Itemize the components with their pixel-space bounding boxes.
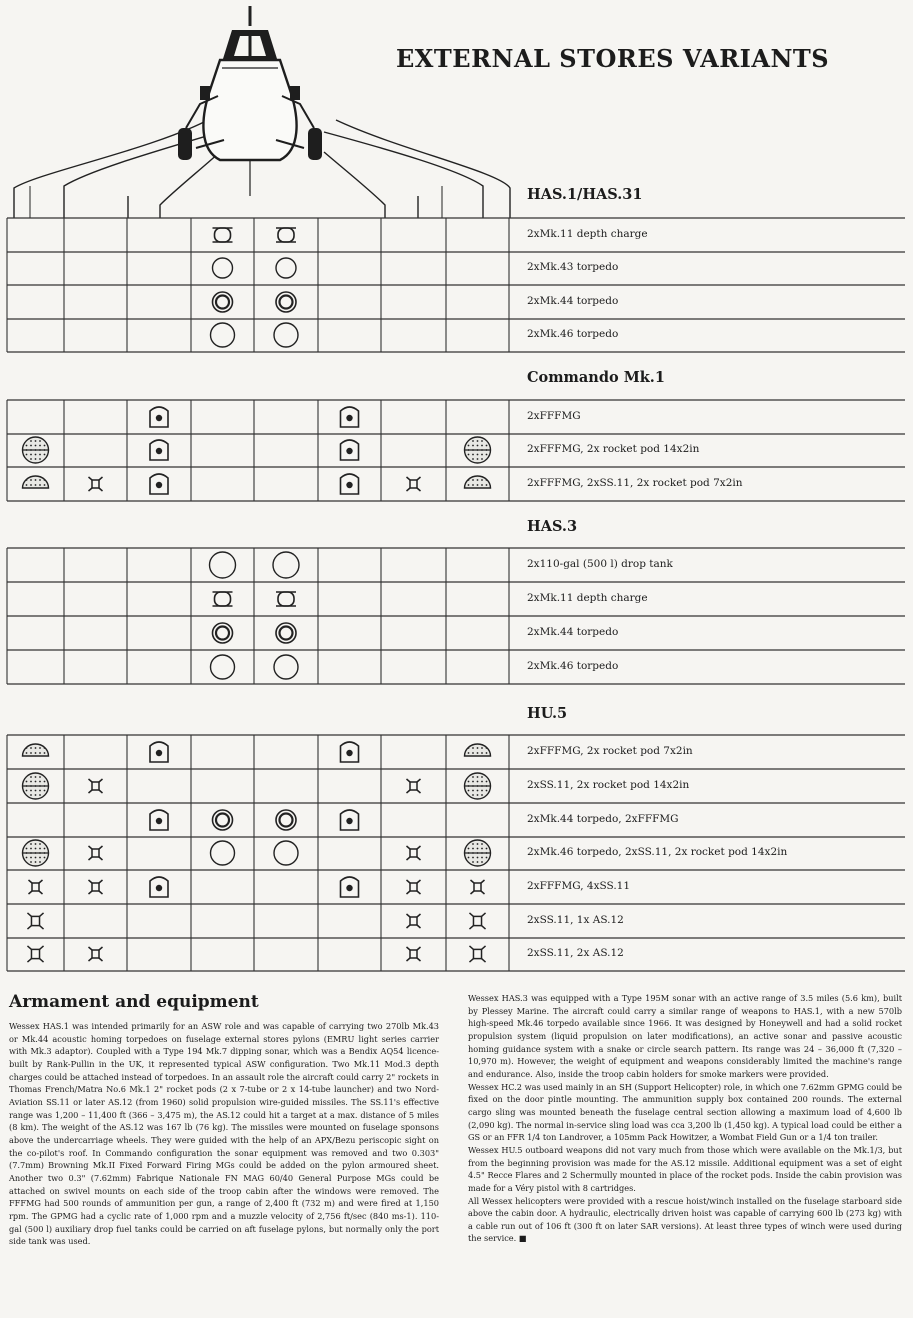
row-label: 2xFFFMG, 2x rocket pod 7x2in — [527, 745, 693, 757]
ss11-missile-icon — [407, 914, 421, 928]
torpedo-mk44-icon — [213, 623, 233, 643]
torpedo-mk46-icon — [274, 655, 298, 679]
machine-gun-icon — [150, 877, 168, 897]
torpedo-mk44-icon — [276, 810, 296, 830]
row-label: 2xSS.11, 2x AS.12 — [527, 947, 624, 959]
machine-gun-icon — [150, 742, 168, 762]
rocket-pod-7-icon — [465, 744, 491, 756]
machine-gun-icon — [341, 407, 359, 427]
paragraph: Wessex HC.2 was used mainly in an SH (Support Helicopter) role, in which one 7.62mm GPMG could be fixed on the door pintle mounting. The ammunition supply box contained 200 rounds. The external cargo sling was mounted beneath the fuselage central section allowing a maximum load of 4,600 lb (2,090 kg). The normal in-service sling load was cca 3,200 lb (1,450 kg). A typical load could be either a GS or an FFR 1/4 ton Landrover, a 105mm Pack Howitzer, a Wombat Field Gun or a 1/4 ton trailer. — [468, 1081, 902, 1143]
depth-charge-icon — [213, 592, 233, 606]
paragraph: Wessex HU.5 outboard weapons did not vary much from those which were available on the Mk.1/3, but from the beginning provision was made for the AS.12 missile. Additional equipment was a set of eight 4.5" Recce Flares and 2 Schermully mounted in place of the rocket pods. Inside the cabin provision was made for a Véry pistol with 8 cartridges. — [468, 1144, 902, 1193]
section-heading: HAS.1/HAS.31 — [527, 186, 643, 203]
rocket-pod-7-icon — [465, 476, 491, 488]
machine-gun-icon — [341, 474, 359, 494]
rocket-pod-7-icon — [23, 744, 49, 756]
armament-heading: Armament and equipment — [9, 992, 259, 1012]
machine-gun-icon — [341, 440, 359, 460]
torpedo-mk43-icon — [213, 258, 233, 278]
ss11-missile-icon — [471, 880, 485, 894]
torpedo-mk46-icon — [274, 323, 298, 347]
row-label: 2xMk.44 torpedo — [527, 295, 619, 307]
ss11-missile-icon — [407, 880, 421, 894]
depth-charge-icon — [276, 592, 296, 606]
torpedo-mk43-icon — [276, 258, 296, 278]
as12-missile-icon — [469, 946, 485, 962]
row-label: 2xFFFMG, 4xSS.11 — [527, 880, 631, 892]
rocket-pod-14-icon — [23, 773, 49, 799]
torpedo-mk46-icon — [211, 841, 235, 865]
machine-gun-icon — [150, 407, 168, 427]
row-label: 2xMk.11 depth charge — [527, 592, 648, 604]
torpedo-mk44-icon — [276, 623, 296, 643]
machine-gun-icon — [150, 810, 168, 830]
depth-charge-icon — [276, 228, 296, 242]
paragraph: All Wessex helicopters were provided with a rescue hoist/winch installed on the fuselage starboard side above the cabin door. A hydraulic, electrically driven hoist was capable of carrying 600 lb (273 kg) with a cable run out of 106 ft (300 ft on later SAR versions). At least three types of winch were used during the service. ■ — [468, 1195, 902, 1244]
machine-gun-icon — [341, 742, 359, 762]
row-label: 2xSS.11, 2x rocket pod 14x2in — [527, 779, 690, 791]
row-label: 2xMk.44 torpedo, 2xFFFMG — [527, 813, 679, 825]
text-column-right — [468, 992, 902, 1245]
ss11-missile-icon — [407, 846, 421, 860]
rocket-pod-14-icon — [465, 840, 491, 866]
ss11-missile-icon — [89, 880, 103, 894]
ss11-missile-icon — [407, 947, 421, 961]
as12-missile-icon — [27, 913, 43, 929]
row-label: 2xMk.43 torpedo — [527, 261, 619, 273]
row-label: 2xFFFMG, 2xSS.11, 2x rocket pod 7x2in — [527, 477, 743, 489]
row-label: 2xMk.46 torpedo — [527, 328, 619, 340]
rocket-pod-7-icon — [23, 476, 49, 488]
torpedo-mk44-icon — [213, 810, 233, 830]
torpedo-mk46-icon — [274, 841, 298, 865]
torpedo-mk46-icon — [211, 323, 235, 347]
ss11-missile-icon — [407, 779, 421, 793]
section-heading: HAS.3 — [527, 518, 578, 535]
section-heading: Commando Mk.1 — [527, 369, 665, 386]
row-label: 2xFFFMG — [527, 410, 581, 422]
drop-tank-icon — [210, 552, 236, 578]
row-label: 2xMk.11 depth charge — [527, 228, 648, 240]
drop-tank-icon — [273, 552, 299, 578]
torpedo-mk44-icon — [213, 292, 233, 312]
machine-gun-icon — [150, 440, 168, 460]
section-heading: HU.5 — [527, 705, 568, 722]
row-label: 2xMk.44 torpedo — [527, 626, 619, 638]
paragraph: Wessex HAS.1 was intended primarily for an ASW role and was capable of carrying two 270lb Mk.43 or Mk.44 acoustic homing torpedoes on fuselage external stores pylons (EMRU light series carrier with Mk.3 adaptor). Coupled with a Type 194 Mk.7 dipping sonar, which was a Bendix AQ54 licence-built by Rank-Pullin in the UK, it represented typical ASW configuration. Two Mk.11 Mod.3 depth charges could be attached instead of torpedoes. In an assault role the aircraft could carry 2" rockets in Thomas French/Matra No.6 Mk.1 2" rocket pods (2 x 7-tube or 2 x 14-tube launcher) and two Nord-Aviation SS.11 or later AS.12 (from 1960) solid propulsion wire-guided missiles. The SS.11's effective range was 1,200 – 11,400 ft (366 – 3,475 m), the AS.12 could hit a target at a max. distance of 5 miles (8 km). The weight of the AS.12 was 167 lb (76 kg). The missiles were mounted on fuselage sponsons above the undercarriage wheels. They were guided with the help of an APX/Bezu periscopic sight on the co-pilot's roof. In Commando configuration the sonar equipment was removed and two 0.303" (7.7mm) Browning Mk.II Fixed Forward Firing MGs could be added on the pylon armoured sheet. Another two 0.3" (7.62mm) Fabrique Nationale FN MAG 60/40 General Purpose MGs could be attached on swivel mounts on each side of the troop cabin after the windows were removed. The FFFMG had 500 rounds of ammunition per gun, a range of 2,400 ft (732 m) and were fired at 1,150 rpm. The GPMG had a cyclic rate of 1,000 rpm and a muzzle velocity of 2,756 ft/sec (840 ms-1). 110-gal (500 l) auxiliary drop fuel tanks could be carried on aft fuselage pylons, but normally only the port side tank was used. — [9, 1021, 439, 1247]
torpedo-mk46-icon — [211, 655, 235, 679]
rocket-pod-14-icon — [23, 840, 49, 866]
ss11-missile-icon — [89, 947, 103, 961]
paragraph: Wessex HAS.3 was equipped with a Type 195M sonar with an active range of 3.5 miles (5.6 km), built by Plessey Marine. The aircraft could carry a similar range of weapons to HAS.1, with a new 570lb high-speed Mk.46 torpedo available since 1966. It was designed by Honeywell and had a solid rocket propulsion system (liquid propulsion on later modifications), an active sonar and passive acoustic homing guidance system with a snake or circle search pattern. Its range was 24 – 36,000 ft (7,320 – 10,970 m). However, the weight of equipment and weapons considerably limited the machine's range and endurance. Also, inside the troop cabin holders for smoke markers were provided. — [468, 993, 902, 1079]
ss11-missile-icon — [89, 477, 103, 491]
row-label: 2xFFFMG, 2x rocket pod 14x2in — [527, 443, 700, 455]
rocket-pod-14-icon — [23, 437, 49, 463]
machine-gun-icon — [341, 877, 359, 897]
page-title: EXTERNAL STORES VARIANTS — [396, 44, 830, 73]
row-label: 2xMk.46 torpedo, 2xSS.11, 2x rocket pod 14x2in — [527, 846, 788, 858]
ss11-missile-icon — [407, 477, 421, 491]
ss11-missile-icon — [89, 846, 103, 860]
ss11-missile-icon — [89, 779, 103, 793]
row-label: 2x110-gal (500 l) drop tank — [527, 558, 673, 570]
as12-missile-icon — [469, 913, 485, 929]
machine-gun-icon — [150, 474, 168, 494]
row-label: 2xMk.46 torpedo — [527, 660, 619, 672]
machine-gun-icon — [341, 810, 359, 830]
rocket-pod-14-icon — [465, 437, 491, 463]
ss11-missile-icon — [29, 880, 43, 894]
depth-charge-icon — [213, 228, 233, 242]
text-column-left — [9, 1020, 439, 1248]
as12-missile-icon — [27, 946, 43, 962]
rocket-pod-14-icon — [465, 773, 491, 799]
row-label: 2xSS.11, 1x AS.12 — [527, 914, 624, 926]
torpedo-mk44-icon — [276, 292, 296, 312]
